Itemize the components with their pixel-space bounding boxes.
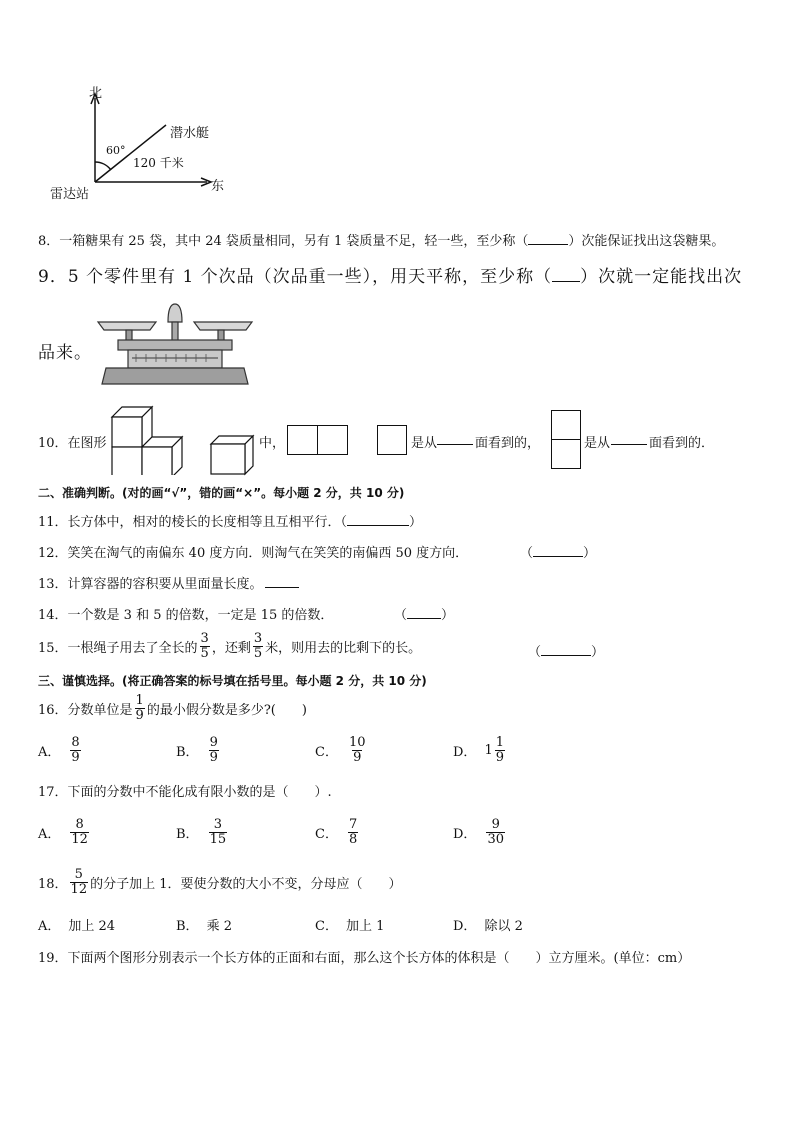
q17-option-b-den: 15 [209,832,227,847]
q18-frac-denominator: 12 [70,882,88,897]
q17-option-c-label: C． [315,827,338,842]
q16-option-d-den: 9 [495,750,504,765]
q17-option-d-den: 30 [487,832,504,847]
distance-label: 120 千米 [133,156,184,170]
q15-frac2-denominator: 5 [253,646,263,661]
question-18 [38,868,402,897]
q18-option-c-value: 加上 1 [345,919,385,934]
q16-frac-denominator: 9 [135,708,144,723]
q13-answer-blank[interactable] [265,575,299,588]
q16-option-b-den: 9 [209,750,218,765]
q15-fraction-1 [200,632,210,661]
q17-option-c-num: 7 [348,817,358,832]
q18-option-c[interactable] [315,915,384,934]
q14-open: （ [394,608,408,623]
q18-option-b[interactable] [176,915,232,934]
q12-answer-blank[interactable] [533,544,583,557]
q17-option-a-fraction [70,818,89,847]
q15-frac2-numerator: 3 [253,631,263,646]
q17-text: 17．下面的分数中不能化成有限小数的是（ ）. [38,785,332,800]
q11-answer-blank[interactable] [347,513,409,526]
q15-text-a: 15．一根绳子用去了全长的 [38,641,198,656]
q16-text-b: 的最小假分数是多少?( ) [146,703,307,718]
q17-option-c-den: 8 [348,832,358,847]
q16-option-a[interactable] [38,736,83,765]
q16-option-c-fraction [348,736,367,765]
q10-from-1: 是从 [411,436,438,451]
q10-mid: 中， [259,436,286,451]
section-2-heading: 二、准确判断。(对的画“√”，错的画“×”。每小题 2 分，共 10 分) [38,486,405,500]
q17-option-b-num: 3 [213,817,222,832]
q18-option-c-label: C． [315,919,338,934]
balance-scale-image [96,300,254,392]
view-single-square [377,425,407,455]
submarine-label: 潜水艇 [170,126,210,141]
q14-answer-blank[interactable] [407,606,441,619]
q18-text-b: 的分子加上 1．要使分数的大小不变，分母应（ ） [90,877,402,892]
q16-option-c-label: C． [315,745,338,760]
q17-option-a-num: 8 [75,817,84,832]
q17-option-b-label: B． [176,827,199,842]
q18-option-d[interactable] [453,915,523,934]
view-two-squares-left [287,425,318,455]
q11-text: 11．长方体中，相对的棱长的长度相等且互相平行．（ [38,515,348,530]
question-13 [38,573,299,592]
q17-option-a-label: A． [38,827,61,842]
q16-option-d-fraction [495,736,505,765]
question-15 [38,632,421,661]
q12-close: ） [583,546,597,561]
q18-fraction [70,868,89,897]
question-8 [38,230,724,249]
north-label: 北 [89,86,103,101]
q10-prefix: 10．在图形 [38,436,107,451]
q10-blank-1[interactable] [437,432,473,445]
q16-option-d-whole: 1 [484,743,493,758]
q18-option-d-label: D． [453,919,477,934]
q12-open: （ [520,546,534,561]
east-label: 东 [211,179,225,194]
q15-text-b: ，还剩 [211,641,251,656]
q15-text-c: 米，则用去的比剩下的长。 [265,641,422,656]
q18-option-a[interactable] [38,915,115,934]
q18-option-b-value: 乘 2 [206,919,232,934]
q17-option-d-label: D． [453,827,477,842]
question-11 [38,511,422,530]
q10-from-2: 是从 [584,436,611,451]
q15-fraction-2 [253,632,263,661]
q17-option-d[interactable] [453,818,507,847]
q17-option-a-den: 12 [71,832,88,847]
q19-text: 19．下面两个图形分别表示一个长方体的正面和右面，那么这个长方体的体积是（ ）立方厘米。(单位：cm） [38,951,691,966]
q16-option-c-num: 10 [348,735,366,750]
q16-option-d-label: D． [453,745,477,760]
q16-option-b-num: 9 [209,735,218,750]
q14-close: ） [441,608,455,623]
q12-answer [520,542,596,561]
q8-text-end: ）次能保证找出这袋糖果。 [568,234,725,249]
q13-text: 13．计算容器的容积要从里面量长度。 [38,577,263,592]
q10-face-1: 面看到的， [475,436,541,451]
q17-option-a[interactable] [38,818,91,847]
angle-label: 60° [106,144,126,157]
q9-text-mid: ）次就一定能找出次 [580,267,743,287]
q17-option-c[interactable] [315,818,360,847]
view-stacked-top [551,410,581,440]
view-two-squares-right [317,425,348,455]
q9-text-end: 品来。 [38,343,92,363]
q14-answer [394,604,454,623]
q10-blank-2[interactable] [611,432,647,445]
angle-arc [95,162,111,170]
q16-text-a: 16．分数单位是 [38,703,133,718]
q16-option-a-fraction [70,736,80,765]
q9-text: 9．5 个零件里有 1 个次品（次品重一些），用天平称，至少称（ [38,267,553,287]
view-stacked-bottom [551,439,581,469]
question-9 [38,262,742,287]
station-label: 雷达站 [50,187,90,202]
q15-answer-blank[interactable] [541,643,591,656]
q18-option-a-label: A． [38,919,61,934]
q16-frac-numerator: 1 [135,693,144,708]
q15-frac1-numerator: 3 [200,631,209,646]
q16-option-c[interactable] [315,736,369,765]
q17-option-d-num: 9 [491,817,500,832]
q8-text: 8．一箱糖果有 25 袋，其中 24 袋质量相同，另有 1 袋质量不足，轻一些，至少称（ [38,234,529,249]
q18-option-b-label: B． [176,919,199,934]
q18-text-a: 18． [38,877,68,892]
q16-option-a-num: 8 [71,735,80,750]
q15-open: （ [528,645,542,660]
q12-text: 12．笑笑在淘气的南偏东 40 度方向．则淘气在笑笑的南偏西 50 度方向． [38,546,469,561]
q15-frac1-denominator: 5 [200,646,209,661]
question-16 [38,694,307,723]
q16-fraction [135,694,145,723]
q9-answer-blank[interactable] [552,266,580,282]
q18-option-d-value: 除以 2 [484,919,523,934]
single-cube-figure [209,434,257,476]
q15-answer [528,641,604,660]
q16-option-c-den: 9 [353,750,362,765]
q16-option-b-fraction [209,736,219,765]
q10-face-2: 面看到的． [649,436,715,451]
q18-option-a-value: 加上 24 [68,919,116,934]
q17-option-d-fraction [486,818,505,847]
q16-option-b[interactable] [176,736,221,765]
q17-option-b[interactable] [176,818,229,847]
q15-close: ） [591,645,605,660]
q11-close: ） [409,515,423,530]
q16-option-a-den: 9 [71,750,80,765]
q16-option-d[interactable] [453,736,507,765]
q17-option-b-fraction [209,818,228,847]
q17-option-c-fraction [348,818,358,847]
q14-text: 14．一个数是 3 和 5 的倍数，一定是 15 的倍数． [38,608,334,623]
section-3-heading: 三、谨慎选择。(将正确答案的标号填在括号里。每小题 2 分，共 10 分) [38,674,427,688]
stacked-cubes-figure [110,405,190,475]
q18-frac-numerator: 5 [74,867,83,882]
q16-option-d-num: 1 [495,735,504,750]
q16-option-b-label: B． [176,745,199,760]
q8-answer-blank[interactable] [528,232,568,245]
q16-option-a-label: A． [38,745,61,760]
